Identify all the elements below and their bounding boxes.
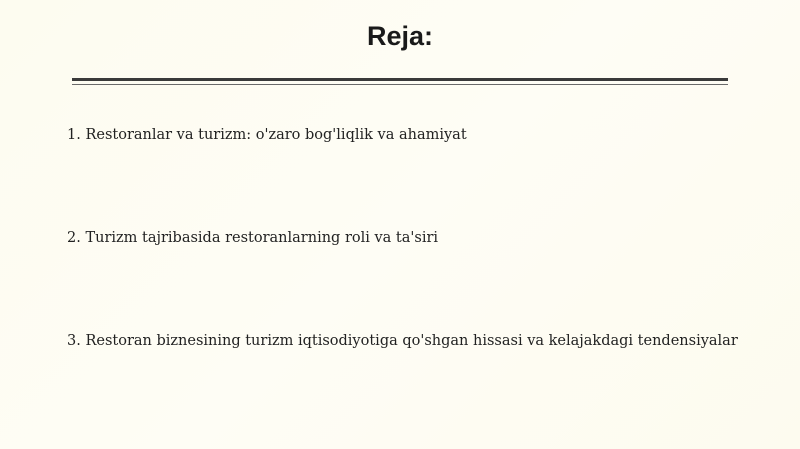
- plan-item-3: 3. Restoran biznesining turizm iqtisodiyotiga qo'shgan hissasi va kelajakdagi tendensiyalar: [67, 333, 738, 349]
- title-divider-thin: [72, 84, 728, 85]
- plan-item-2: 2. Turizm tajribasida restoranlarning roli va ta'siri: [67, 230, 439, 246]
- title-divider-thick: [72, 78, 728, 81]
- plan-item-1: 1. Restoranlar va turizm: o'zaro bog'liqlik va ahamiyat: [67, 127, 467, 143]
- slide-title: Reja:: [366, 21, 434, 51]
